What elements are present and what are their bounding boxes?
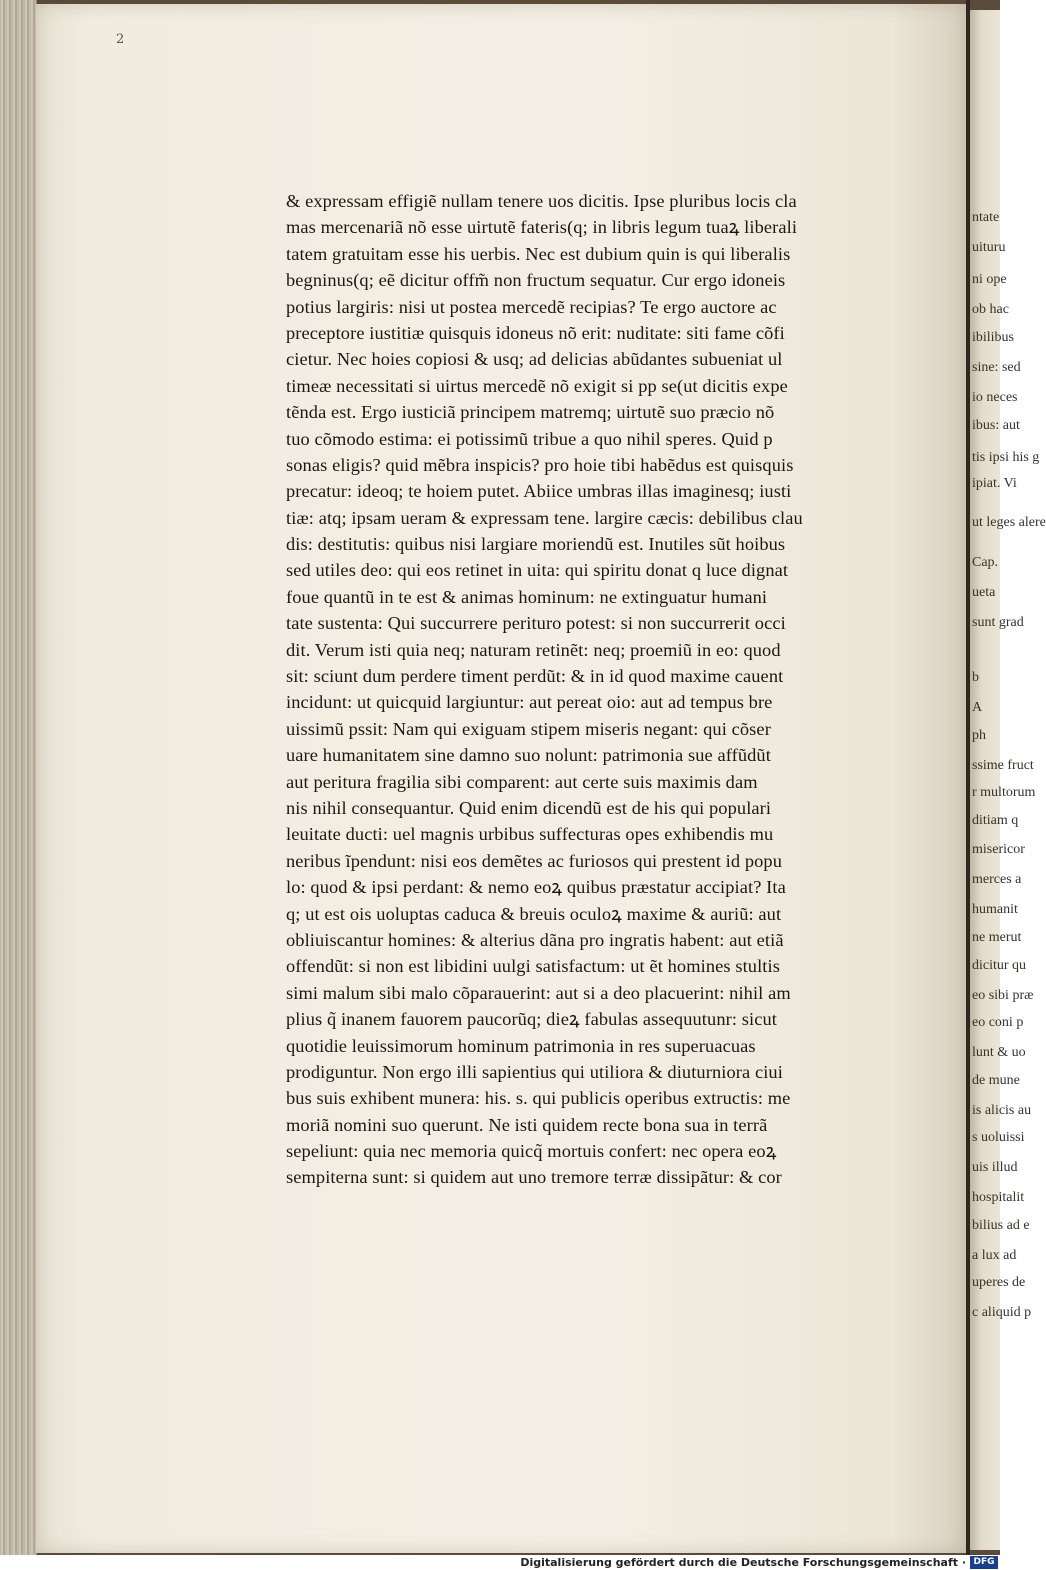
text-line: & expressam effigiẽ nullam tenere uos dicitis. Ipse pluribus locis cla bbox=[286, 191, 797, 211]
text-line: offendũt: si non est libidini uulgi satisfactum: ut ẽt homines stultis bbox=[286, 956, 780, 977]
facing-page-text: bilius ad e bbox=[972, 1218, 1030, 1233]
facing-page-text: ibilibus bbox=[972, 330, 1015, 345]
text-line: tuo cõmodo estima: ei potissimũ tribue a quo nihil speres. Quid p bbox=[286, 428, 773, 449]
facing-page-text: ibus: aut bbox=[972, 418, 1020, 433]
facing-page-text: sunt grad bbox=[972, 615, 1024, 630]
dfg-logo: DFG bbox=[970, 1556, 998, 1569]
facing-page-text: ntate bbox=[972, 210, 1000, 225]
facing-page-text: dicitur qu bbox=[972, 958, 1027, 973]
facing-page-fragment bbox=[970, 10, 1046, 1550]
facing-page-text: merces a bbox=[972, 872, 1022, 887]
text-line: dit. Verum isti quia neq; naturam retinẽt: neq; proemiũ in eo: quod bbox=[286, 639, 781, 660]
text-line: sit: sciunt dum perdere timent perdũt: & in id quod maxime cauent bbox=[286, 666, 784, 687]
text-line: nis nihil consequantur. Quid enim dicendũ est de his qui populari bbox=[286, 797, 772, 818]
facing-page-text: sine: sed bbox=[972, 360, 1021, 375]
text-line: potius largiris: nisi ut postea mercedẽ recipias? Te ergo auctore ac bbox=[286, 296, 777, 317]
facing-page-text: ueta bbox=[972, 585, 996, 600]
page-corner-mark: 2 bbox=[116, 32, 125, 47]
text-line: aut peritura fragilia sibi comparent: aut certe suis maximis dam bbox=[286, 771, 758, 792]
facing-page-text: humanit bbox=[972, 902, 1018, 917]
facing-page-text: lunt & uo bbox=[972, 1045, 1026, 1060]
facing-page-text: ph bbox=[972, 728, 986, 743]
text-line: preceptore iustitiæ quisquis idoneus nõ erit: nuditate: siti fame cõfi bbox=[286, 322, 785, 343]
text-line: dis: destitutis: quibus nisi largiare moriendũ est. Inutiles sũt hoibus bbox=[286, 534, 786, 555]
facing-page-text: A bbox=[972, 700, 983, 715]
text-line: prodiguntur. Non ergo illi sapientius qui utiliora & diuturniora ciui bbox=[286, 1061, 783, 1082]
facing-page-text: uperes de bbox=[972, 1275, 1026, 1290]
facing-page-text: b bbox=[972, 670, 979, 685]
text-line: precatur: ideoq; te hoiem putet. Abiice umbras illas imaginesq; iusti bbox=[286, 481, 792, 502]
text-line: leuitate ducti: uel magnis urbibus suffecturas opes exhibendis mu bbox=[286, 824, 774, 845]
text-line: tiæ: atq; ipsam ueram & expressam tene. largire cæcis: debilibus clau bbox=[286, 507, 803, 528]
facing-page-text: eo coni p bbox=[972, 1015, 1024, 1030]
text-line: sepeliunt: quia nec memoria quicq̃ mortuis confert: nec opera eoꝝ bbox=[286, 1141, 777, 1162]
text-line: mas mercenariã nõ esse uirtutẽ fateris(q; in libris legum tuaꝝ liberali bbox=[286, 217, 798, 238]
footer-bar bbox=[0, 1555, 1000, 1570]
facing-page-text: uituru bbox=[972, 240, 1006, 255]
facing-page-text: ssime fruct bbox=[972, 758, 1034, 773]
facing-page-text: misericor bbox=[972, 842, 1025, 857]
text-line: q; ut est ois uoluptas caduca & breuis oculoꝝ maxime & auriũ: aut bbox=[286, 903, 782, 924]
text-line: uare humanitatem sine damno suo nolunt: patrimonia sue affũdũt bbox=[286, 745, 771, 766]
facing-page-text: io neces bbox=[972, 390, 1018, 405]
facing-page-text: ditiam q bbox=[972, 813, 1019, 828]
page-edges bbox=[0, 0, 37, 1555]
text-line: neribus ĩpendunt: nisi eos demẽtes ac furiosos qui prestent id popu bbox=[286, 850, 783, 871]
facing-page-text: ne merut bbox=[972, 930, 1022, 945]
text-line: tẽnda est. Ergo iusticiã principem matremq; uirtutẽ suo præcio nõ bbox=[286, 402, 775, 423]
text-line: sonas eligis? quid mẽbra inspicis? pro hoie tibi habẽdus est quisquis bbox=[286, 454, 794, 475]
book-page bbox=[36, 4, 966, 1553]
text-line: foue quantũ in te est & animas hominum: ne extinguatur humani bbox=[286, 586, 768, 607]
text-line: obliuiscantur homines: & alterius dãna pro ingratis habent: aut etiã bbox=[286, 929, 784, 950]
text-line: simi malum sibi malo cõparauerint: aut si a deo placuerint: nihil am bbox=[286, 982, 791, 1003]
text-line: tatem gratuitam esse his uerbis. Nec est dubium quin is qui liberalis bbox=[286, 243, 791, 264]
facing-page-text: de mune bbox=[972, 1073, 1020, 1088]
text-line: moriã nomini suo querunt. Ne isti quidem recte bona sua in terrã bbox=[286, 1114, 768, 1135]
facing-page-text: hospitalit bbox=[972, 1190, 1025, 1205]
facing-page-text: c aliquid p bbox=[972, 1305, 1032, 1320]
facing-page-text: is alicis au bbox=[972, 1103, 1032, 1118]
text-line: lo: quod & ipsi perdant: & nemo eoꝝ quibus præstatur accipiat? Ita bbox=[286, 877, 786, 898]
text-line: bus suis exhibent munera: his. s. qui publicis operibus extructis: me bbox=[286, 1088, 791, 1109]
text-line: uissimũ pssit: Nam qui exiguam stipem miseris negant: qui cõser bbox=[286, 718, 771, 739]
funding-credit: Digitalisierung gefördert durch die Deutsche Forschungsgemeinschaft · bbox=[520, 1556, 966, 1569]
facing-page-text: Cap. bbox=[972, 555, 999, 570]
text-line: begninus(q; eẽ dicitur offm̃ non fructum sequatur. Cur ergo idoneis bbox=[286, 270, 786, 291]
facing-page-text: tis ipsi his g bbox=[972, 450, 1040, 465]
facing-page-text: ob hac bbox=[972, 302, 1009, 317]
text-line: timeæ necessitati si uirtus mercedẽ nõ exigit si pp se(ut dicitis expe bbox=[286, 375, 788, 396]
text-line: tate sustenta: Qui succurrere perituro potest: si non succurrerit occi bbox=[286, 613, 786, 634]
text-line: plius q̃ inanem fauorem paucorũq; dieꝝ fabulas assequutunr: sicut bbox=[286, 1009, 777, 1030]
facing-page-text: ni ope bbox=[972, 272, 1007, 287]
facing-page-text: eo sibi præ bbox=[972, 988, 1034, 1003]
facing-page-text: ipiat. Vi bbox=[972, 476, 1017, 491]
text-line: cietur. Nec hoies copiosi & usq; ad delicias abũdantes subueniat ul bbox=[286, 349, 783, 370]
facing-page-text: a lux ad bbox=[972, 1248, 1017, 1263]
text-line: sed utiles deo: qui eos retinet in uita: qui spiritu donat q luce dignat bbox=[286, 560, 789, 581]
facing-page-text: s uoluissi bbox=[972, 1130, 1025, 1145]
facing-page-text: uis illud bbox=[972, 1160, 1018, 1175]
facing-page-text: ut leges alere bbox=[972, 515, 1046, 530]
text-line: sempiterna sunt: si quidem aut uno tremore terræ dissipãtur: & cor bbox=[286, 1167, 782, 1188]
text-line: incidunt: ut quicquid largiuntur: aut pereat oio: aut ad tempus bre bbox=[286, 692, 773, 713]
facing-page-text: r multorum bbox=[972, 785, 1036, 800]
text-block bbox=[286, 188, 921, 1191]
text-line: quotidie leuissimorum hominum patrimonia in res superuacuas bbox=[286, 1035, 756, 1056]
